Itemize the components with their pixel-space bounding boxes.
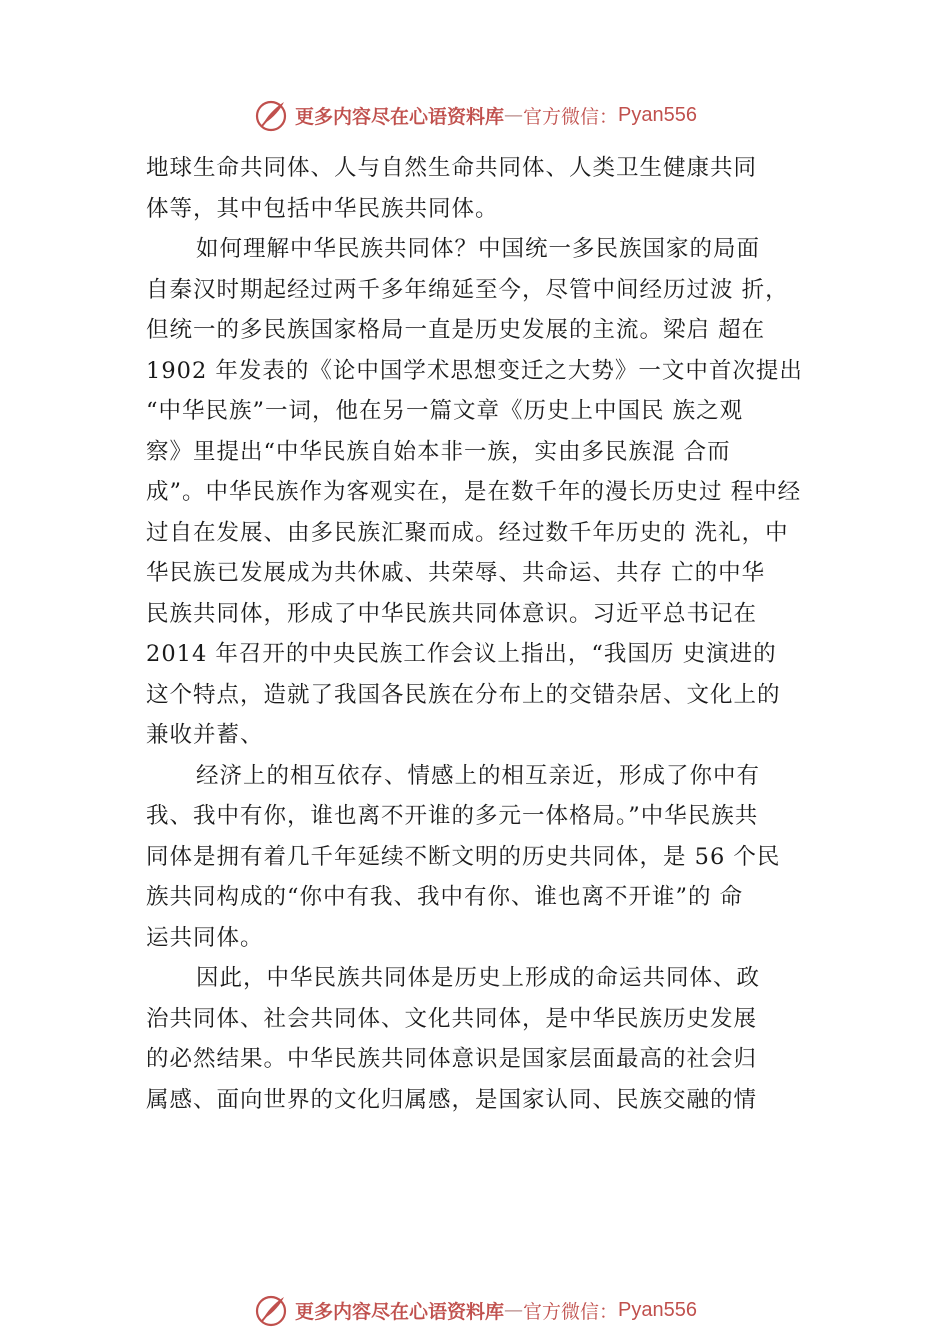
- text-line: 自秦汉时期起经过两千多年绵延至今，尽管中间经历过波 折，: [146, 276, 789, 303]
- text-line: 成”。中华民族作为客观实在，是在数千年的漫长历史过 程中经: [146, 479, 802, 505]
- text-line: 2014 年召开的中央民族工作会议上指出，“我国历 史演进的: [146, 641, 777, 667]
- quill-pen-logo-icon: [253, 1292, 289, 1328]
- text-line: 族共同构成的“你中有我、我中有你、谁也离不开谁”的 命: [146, 884, 744, 910]
- text-line: 但统一的多民族国家格局一直是历史发展的主流。梁启 超在: [146, 317, 766, 343]
- paragraph: [146, 958, 846, 1120]
- document-body: [146, 148, 846, 1120]
- paragraph: [146, 756, 846, 959]
- quill-pen-logo-icon: [253, 97, 289, 133]
- text-line: 运共同体。: [146, 924, 264, 951]
- text-line: 经济上的相互依存、情感上的相互亲近，形成了你中有: [196, 762, 761, 789]
- banner-wechat-id: Pyan556: [618, 103, 697, 126]
- banner-dash: —: [504, 1299, 524, 1321]
- header-banner: [0, 95, 950, 135]
- text-line: 兼收并蓄、: [146, 722, 264, 748]
- text-line: 这个特点，造就了我国各民族在分布上的交错杂居、文化上的: [146, 681, 781, 708]
- text-line: “中华民族”一词，他在另一篇文章《历史上中国民 族之观: [146, 398, 744, 424]
- text-line: 如何理解中华民族共同体？中国统一多民族国家的局面: [196, 236, 761, 262]
- banner-dash: —: [504, 104, 524, 126]
- text-line: 地球生命共同体、人与自然生命共同体、人类卫生健康共同: [146, 155, 758, 181]
- text-line: 华民族已发展成为共休戚、共荣辱、共命运、共存 亡的中华: [146, 560, 766, 586]
- paragraph: [146, 148, 846, 229]
- banner-site-name: 更多内容尽在心语资料库: [295, 105, 505, 128]
- text-line: 的必然结果。中华民族共同体意识是国家层面最高的社会归: [146, 1046, 758, 1072]
- text-line: 体等，其中包括中华民族共同体。: [146, 195, 499, 222]
- text-line: 察》里提出“中华民族自始本非一族，实由多民族混 合而: [146, 438, 731, 465]
- text-line: 同体是拥有着几千年延续不断文明的历史共同体，是 56 个民: [146, 843, 781, 870]
- text-line: 我、我中有你，谁也离不开谁的多元一体格局。”中华民族共: [146, 803, 759, 829]
- text-line: 因此，中华民族共同体是历史上形成的命运共同体、政: [196, 965, 761, 991]
- paragraph: [146, 229, 846, 756]
- banner-wechat-label: 官方微信：: [523, 1300, 619, 1323]
- banner-site-name: 更多内容尽在心语资料库: [295, 1300, 505, 1323]
- text-line: 过自在发展、由多民族汇聚而成。经过数千年历史的 洗礼，中: [146, 519, 789, 546]
- text-line: 民族共同体，形成了中华民族共同体意识。习近平总书记在: [146, 600, 758, 627]
- text-line: 治共同体、社会共同体、文化共同体，是中华民族历史发展: [146, 1005, 758, 1032]
- banner-wechat-label: 官方微信：: [523, 105, 619, 128]
- text-line: 1902 年发表的《论中国学术思想变迁之大势》一文中首次提出: [146, 357, 803, 384]
- footer-banner: [0, 1290, 950, 1330]
- text-line: 属感、面向世界的文化归属感，是国家认同、民族交融的情: [146, 1086, 758, 1113]
- banner-wechat-id: Pyan556: [618, 1298, 697, 1321]
